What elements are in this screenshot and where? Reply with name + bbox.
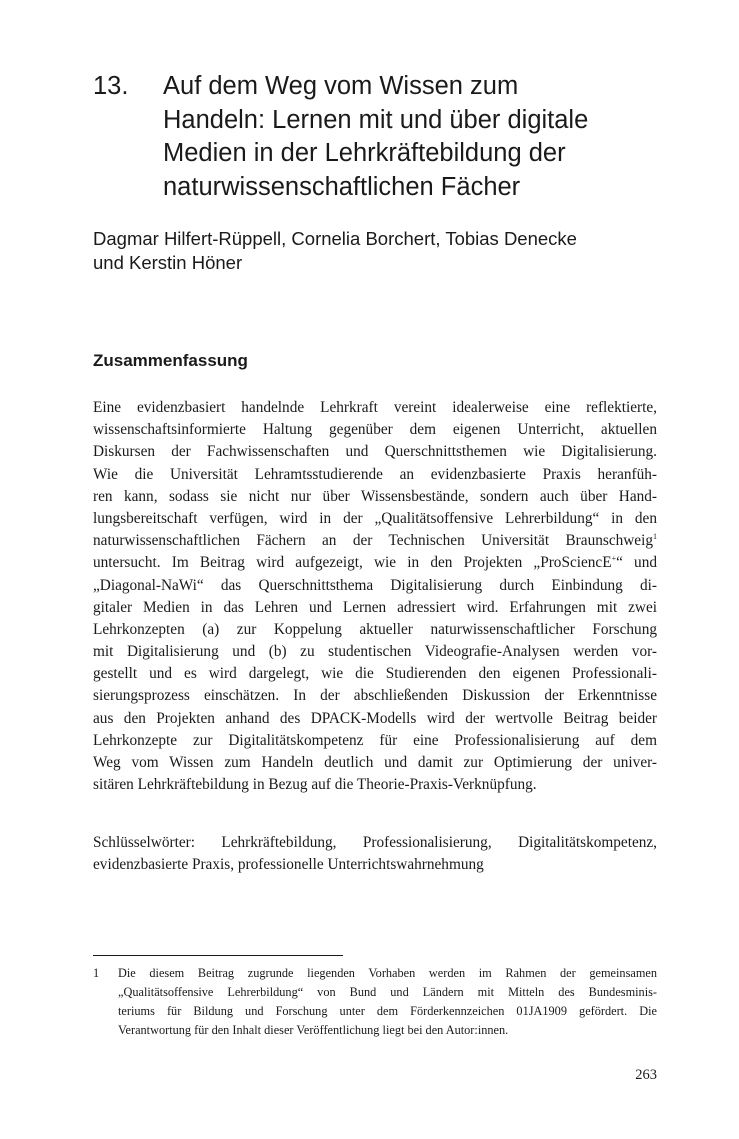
chapter-heading — [93, 70, 673, 204]
abstract-line-tail: “ und — [616, 554, 657, 572]
abstract-line: Diskursen der Fachwissenschaften und Querschnittsthemen wie Digitalisierung. — [93, 443, 657, 461]
chapter-title-line: naturwissenschaftlichen Fächer — [163, 172, 521, 201]
footnote-line: „Qualitätsoffensive Lehrerbildung“ von Bund und Ländern mit Mitteln des Bundesminis- — [118, 985, 657, 999]
abstract-line: Lehrkonzepten (a) zur Koppelung aktueller naturwissenschaftlicher Forschung — [93, 620, 657, 638]
abstract-line: wissenschaftsinformierte Haltung gegenüber dem eigenen Unterricht, aktuellen — [93, 421, 657, 439]
abstract-line: lungsbereitschaft verfügen, wird in der „Qualitätsoffensive Lehrerbildung“ in den — [93, 509, 657, 527]
keywords-line: evidenzbasierte Praxis, professionelle Unterrichtswahrnehmung — [93, 856, 484, 874]
abstract-line-text: naturwissenschaftlichen Fächern an der Technischen Universität Braunschweig — [93, 532, 653, 550]
footnote — [93, 964, 657, 1040]
chapter-number: 13. — [93, 72, 129, 100]
superscript-plus: + — [611, 554, 617, 564]
keywords — [93, 832, 657, 876]
abstract-line: Lehrkonzepte zur Digitalitätskompetenz für eine Professionalisierung auf dem — [93, 731, 657, 749]
chapter-title-line: Handeln: Lernen mit und über digitale — [163, 105, 589, 134]
author-line: und Kerstin Höner — [93, 252, 243, 273]
footnote-number: 1 — [93, 966, 100, 980]
abstract-line: aus den Projekten anhand des DPACK-Modells wird der wertvolle Beitrag beider — [93, 709, 657, 727]
abstract-line-with-footnote — [93, 530, 657, 552]
footnote-line: Verantwortung für den Inhalt dieser Veröffentlichung liegt bei den Autor:innen. — [118, 1023, 509, 1037]
abstract-line: Weg vom Wissen zum Handeln deutlich und damit zur Optimierung der univer- — [93, 754, 657, 771]
author-line: Dagmar Hilfert-Rüppell, Cornelia Borchert, Tobias Denecke — [93, 228, 577, 249]
abstract-line: mit Digitalisierung und (b) zu studentischen Videografie-Analysen werden vor- — [93, 643, 657, 661]
author-list — [93, 227, 653, 275]
abstract-line-text: untersucht. Im Beitrag wird aufgezeigt, wie in den Projekten „ProSciencE — [93, 554, 612, 572]
footnote-line: Die diesem Beitrag zugrunde liegenden Vorhaben werden im Rahmen der gemeinsamen — [118, 966, 657, 980]
footnote-line: teriums für Bildung und Forschung unter dem Förderkennzeichen 01JA1909 gefördert. Die — [118, 1004, 657, 1018]
page-number: 263 — [635, 1067, 657, 1083]
abstract-body — [93, 397, 657, 796]
footnote-text — [118, 964, 657, 1040]
abstract-heading: Zusammenfassung — [93, 351, 248, 370]
keywords-line: Schlüsselwörter: Lehrkräftebildung, Professionalisierung, Digitalitätskompetenz, — [93, 834, 657, 851]
chapter-title-line: Auf dem Weg vom Wissen zum — [163, 72, 519, 100]
abstract-line: ren kann, sodass sie nicht nur über Wissensbestände, sondern auch über Hand- — [93, 487, 657, 505]
abstract-line: sierungsprozess einschätzen. In der abschließenden Diskussion der Erkenntnisse — [93, 687, 657, 705]
chapter-title-line: Medien in der Lehrkräftebildung der — [163, 139, 566, 167]
abstract-line-with-superscript — [93, 552, 657, 574]
abstract-line: „Diagonal-NaWi“ das Querschnittsthema Digitalisierung durch Einbindung di- — [93, 576, 657, 594]
abstract-line: Eine evidenzbasiert handelnde Lehrkraft vereint idealerweise eine reflektierte, — [93, 399, 657, 416]
abstract-line: sitären Lehrkräftebildung in Bezug auf die Theorie-Praxis-Verknüpfung. — [93, 776, 537, 794]
abstract-line: gestellt und es wird dargelegt, wie die Studierenden den eigenen Professionali- — [93, 665, 657, 683]
abstract-line: gitaler Medien in das Lehren und Lernen adressiert wird. Erfahrungen mit zwei — [93, 598, 657, 616]
footnote-separator — [93, 955, 343, 956]
chapter-title — [163, 70, 673, 204]
abstract-line: Wie die Universität Lehramtsstudierende an evidenzbasierte Praxis heranfüh- — [93, 465, 657, 483]
footnote-reference[interactable]: 1 — [653, 532, 657, 542]
